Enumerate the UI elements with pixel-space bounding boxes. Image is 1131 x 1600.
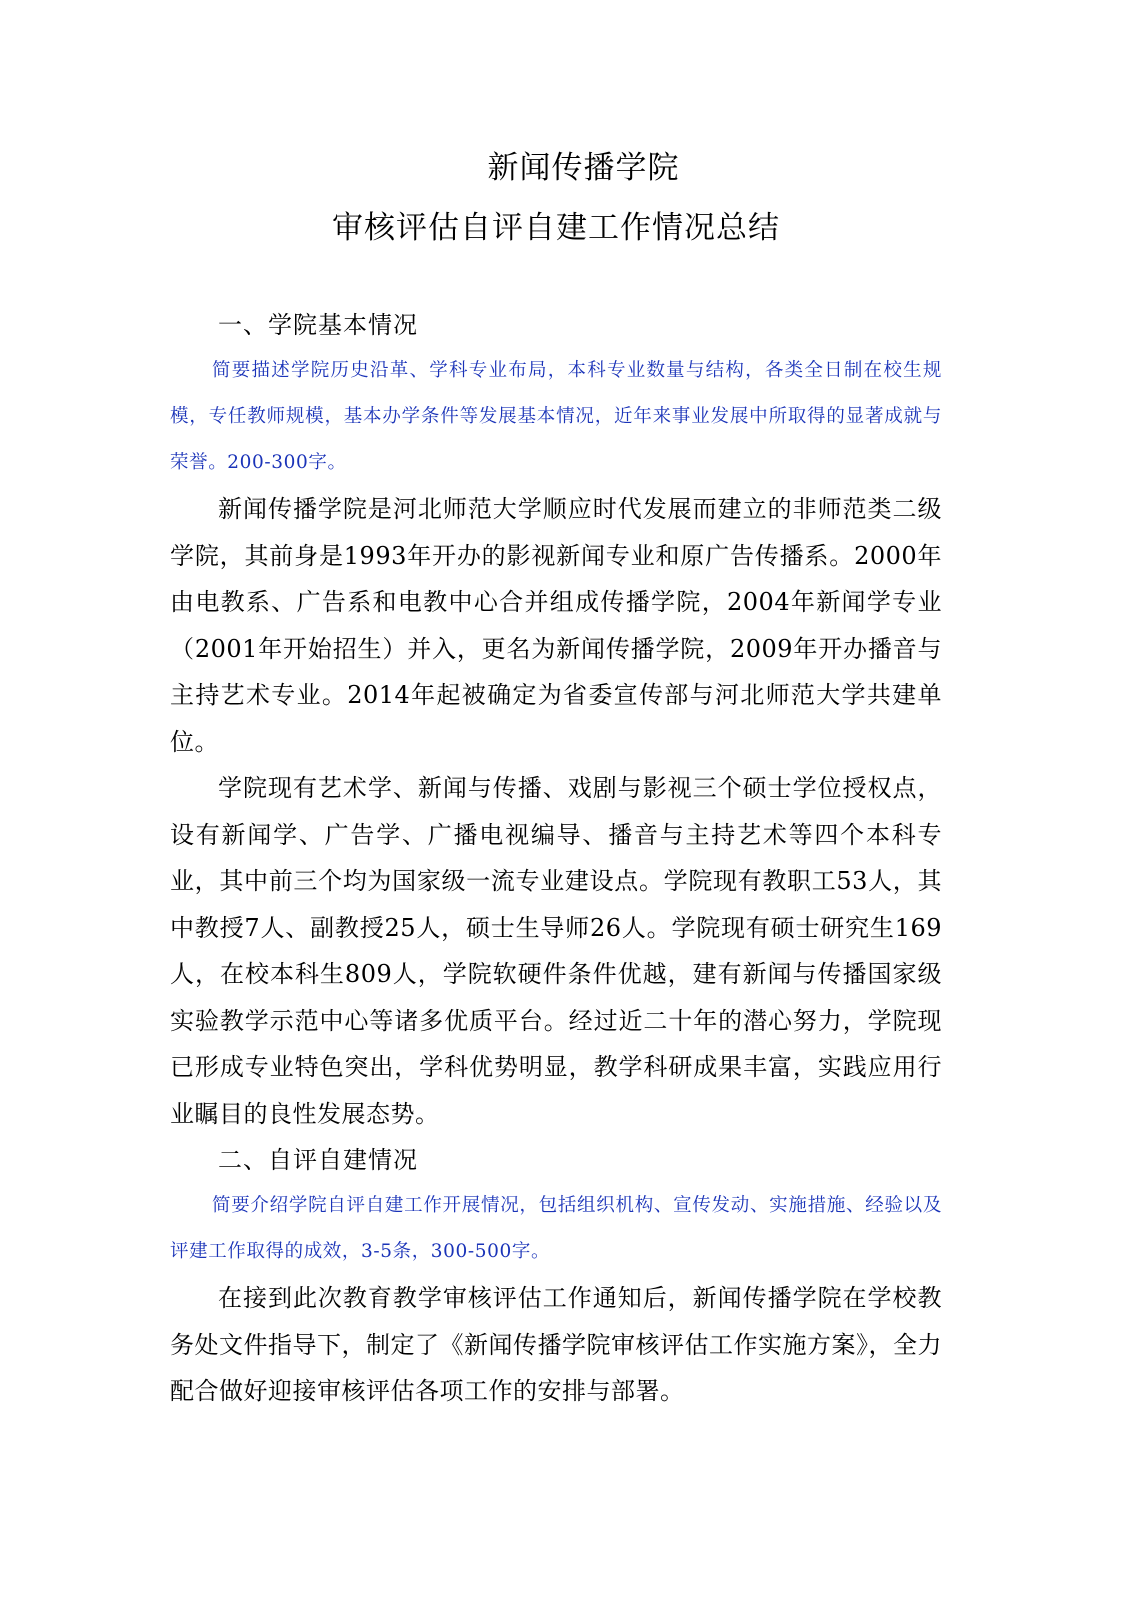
document-title-line2: 审核评估自评自建工作情况总结 xyxy=(332,210,780,246)
document-title-line1: 新闻传播学院 xyxy=(487,150,680,186)
body-paragraph-assessment-work: 在接到此次教育教学审核评估工作通知后，新闻传播学院在学校教务处文件指导下，制定了《新闻传播学院审核评估工作实施方案》，全力配合做好迎接审核评估各项工作的安排与部署。 xyxy=(170,1284,942,1405)
section-heading-basic-info: 一、学院基本情况 xyxy=(218,311,418,339)
section-heading-self-assessment: 二、自评自建情况 xyxy=(218,1146,418,1174)
section-guide-basic-info: 简要描述学院历史沿革、学科专业布局，本科专业数量与结构，各类全日制在校生规模，专任教师规模，基本办学条件等发展基本情况，近年来事业发展中所取得的显著成就与荣誉。200-300字。 xyxy=(170,360,942,473)
body-paragraph-current-status: 学院现有艺术学、新闻与传播、戏剧与影视三个硕士学位授权点，设有新闻学、广告学、广播电视编导、播音与主持艺术等四个本科专业，其中前三个均为国家级一流专业建设点。学院现有教职工53人，其中教授7人、副教授25人，硕士生导师26人。学院现有硕士研究生169人，在校本科生809人，学院软硬件条件优越，建有新闻与传播国家级实验教学示范中心等诸多优质平台。经过近二十年的潜心努力，学院现已形成专业特色突出，学科优势明显，教学科研成果丰富，实践应用行业瞩目的良性发展态势。 xyxy=(170,774,942,1128)
section-guide-self-assessment: 简要介绍学院自评自建工作开展情况，包括组织机构、宣传发动、实施措施、经验以及评建工作取得的成效，3-5条，300-500字。 xyxy=(170,1195,942,1262)
title-block xyxy=(170,140,942,256)
document-content xyxy=(170,140,942,1415)
body-paragraph-history: 新闻传播学院是河北师范大学顺应时代发展而建立的非师范类二级学院，其前身是1993年开办的影视新闻专业和原广告传播系。2000年由电教系、广告系和电教中心合并组成传播学院，2004年新闻学专业（2001年开始招生）并入，更名为新闻传播学院，2009年开办播音与主持艺术专业。2014年起被确定为省委宣传部与河北师范大学共建单位。 xyxy=(170,495,942,756)
